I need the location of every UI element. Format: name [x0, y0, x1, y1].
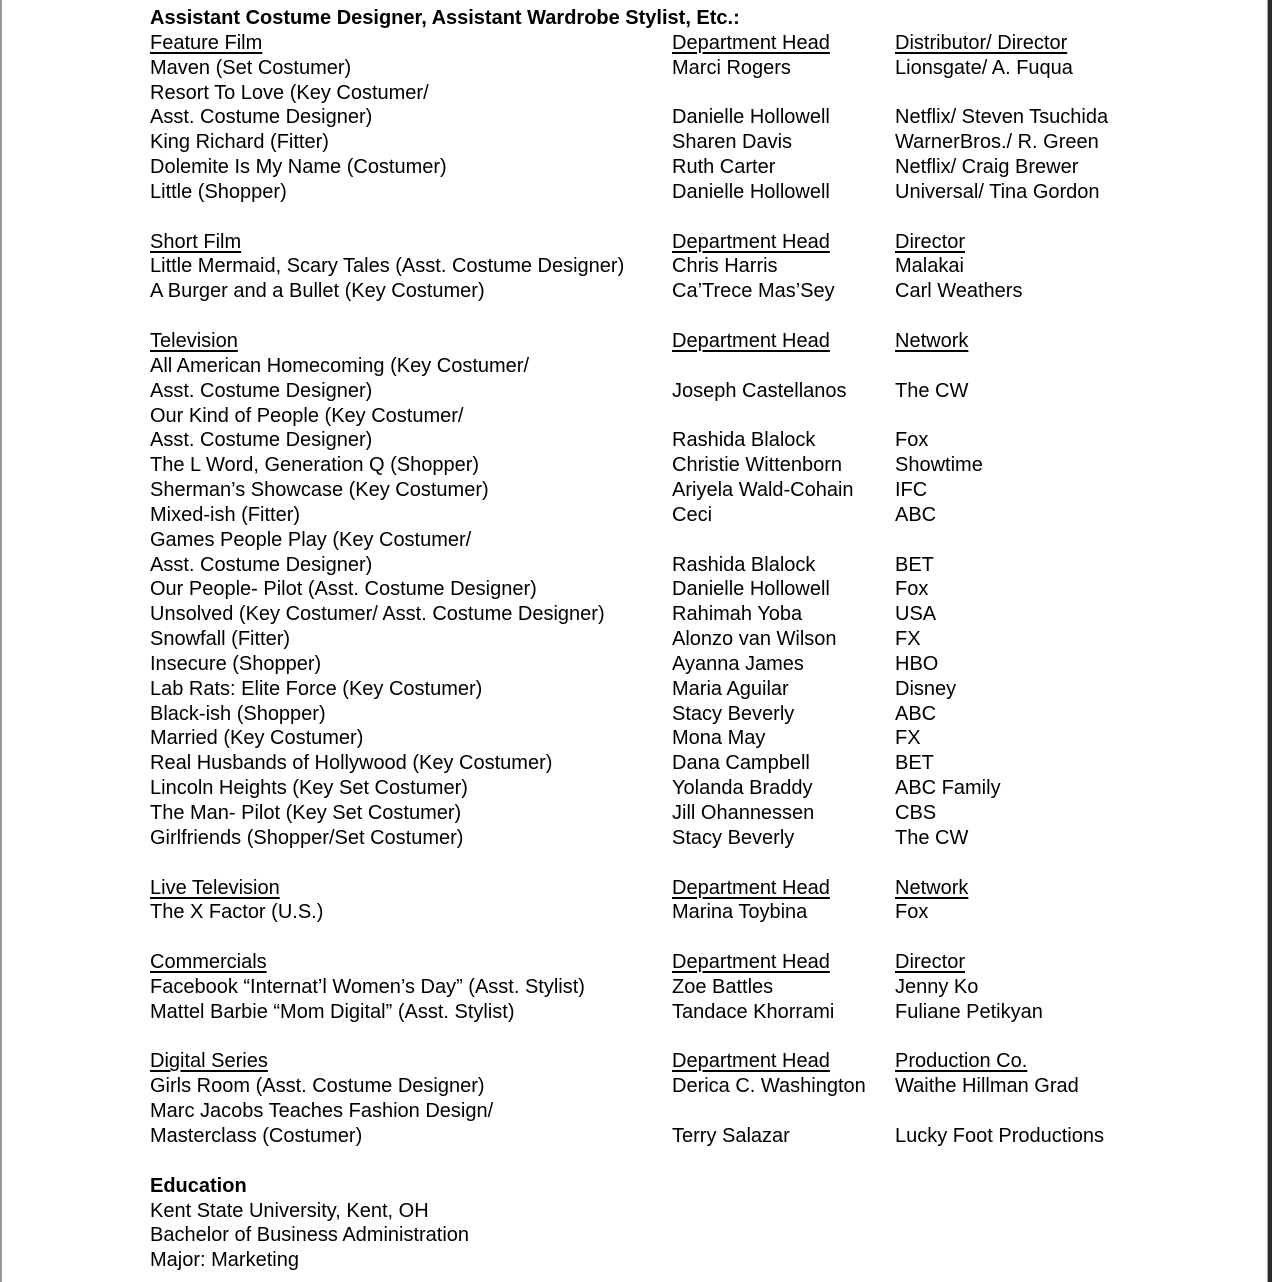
credit-row: [150, 528, 1250, 553]
department-head: Ca’Trece Mas’Sey: [672, 280, 835, 303]
department-head: Stacy Beverly: [672, 702, 795, 725]
department-head: Tandace Khorrami: [672, 1000, 835, 1023]
distributor: USA: [895, 603, 937, 626]
credit-title: Asst. Costume Designer): [150, 106, 373, 129]
credit-row: [150, 56, 1250, 81]
blank-line: [150, 304, 1250, 329]
column-header-distributor: Director: [895, 951, 966, 974]
credit-row: [150, 1074, 1250, 1099]
department-head: Dana Campbell: [672, 752, 810, 775]
credit-title: Facebook “Internat’l Women’s Day” (Asst. Stylist): [150, 975, 585, 998]
department-head: Jill Ohannessen: [672, 802, 815, 824]
credit-row: [150, 180, 1250, 205]
department-head: Sharen Davis: [672, 131, 793, 154]
credit-title: Our Kind of People (Key Costumer/: [150, 404, 464, 427]
credit-title: Resort To Love (Key Costumer/: [150, 81, 429, 104]
credit-title: Real Husbands of Hollywood (Key Costumer): [150, 752, 553, 775]
department-head: Ariyela Wald-Cohain: [672, 479, 854, 502]
education-heading: Education: [150, 1174, 247, 1197]
column-header-credit-title: Digital Series: [150, 1050, 268, 1073]
credit-title: King Richard (Fitter): [150, 131, 329, 154]
credit-row: [150, 503, 1250, 528]
credit-row: [150, 1099, 1250, 1124]
column-header-credit-title: Live Television: [150, 876, 280, 899]
credit-title: Marc Jacobs Teaches Fashion Design/: [150, 1100, 494, 1123]
blank-line: [150, 205, 1250, 230]
credit-title: Lab Rats: Elite Force (Key Costumer): [150, 677, 483, 700]
distributor: Lucky Foot Productions: [895, 1124, 1104, 1147]
resume-document: [150, 6, 1250, 1273]
department-head: Chris Harris: [672, 255, 778, 278]
department-head: Marina Toybina: [672, 901, 808, 924]
credit-title: The X Factor (U.S.): [150, 901, 324, 924]
column-header-department-head: Department Head: [672, 876, 830, 899]
credit-title: A Burger and a Bullet (Key Costumer): [150, 280, 485, 303]
department-head: Joseph Castellanos: [672, 379, 847, 402]
department-head: Danielle Hollowell: [672, 578, 830, 601]
credit-title: Married (Key Costumer): [150, 727, 364, 750]
column-header-department-head: Department Head: [672, 1050, 830, 1073]
credit-title: Black-ish (Shopper): [150, 702, 326, 725]
column-header-distributor: Distributor/ Director: [895, 31, 1068, 54]
distributor: Netflix/ Craig Brewer: [895, 156, 1079, 179]
distributor: ABC: [895, 702, 937, 725]
section-header-row: [150, 329, 1250, 354]
distributor: Waithe Hillman Grad: [895, 1075, 1079, 1098]
page-left-edge: [0, 0, 2, 1282]
distributor: Carl Weathers: [895, 280, 1023, 303]
distributor: Disney: [895, 677, 957, 700]
credit-title: Insecure (Shopper): [150, 652, 322, 675]
credit-title: Asst. Costume Designer): [150, 429, 373, 452]
section-header-row: [150, 950, 1250, 975]
blank-line: [150, 1149, 1250, 1174]
credit-title: Asst. Costume Designer): [150, 379, 373, 402]
credit-row: [150, 428, 1250, 453]
blank-line: [150, 1025, 1250, 1050]
distributor: Fox: [895, 578, 929, 601]
credit-title: Mattel Barbie “Mom Digital” (Asst. Stylist): [150, 1000, 515, 1023]
credit-row: [150, 751, 1250, 776]
section-header-row: [150, 876, 1250, 901]
credit-title: Games People Play (Key Costumer/: [150, 528, 472, 551]
credit-title: The Man- Pilot (Key Set Costumer): [150, 802, 462, 824]
credit-row: [150, 379, 1250, 404]
department-head: Danielle Hollowell: [672, 106, 830, 129]
credit-title: Girlfriends (Shopper/Set Costumer): [150, 826, 464, 849]
department-head: Rashida Blalock: [672, 553, 816, 576]
distributor: Fox: [895, 901, 929, 924]
credit-row: [150, 1124, 1250, 1149]
department-head: Derica C. Washington: [672, 1075, 866, 1098]
distributor: CBS: [895, 802, 937, 824]
credit-row: [150, 553, 1250, 578]
department-head: Marci Rogers: [672, 56, 791, 79]
credit-title: All American Homecoming (Key Costumer/: [150, 354, 530, 377]
credit-title: Asst. Costume Designer): [150, 553, 373, 576]
column-header-department-head: Department Head: [672, 31, 830, 54]
credit-row: [150, 900, 1250, 925]
column-header-department-head: Department Head: [672, 230, 830, 253]
department-head: Zoe Battles: [672, 975, 774, 998]
credit-title: The L Word, Generation Q (Shopper): [150, 454, 480, 477]
credit-row: [150, 826, 1250, 851]
credit-title: Girls Room (Asst. Costume Designer): [150, 1075, 485, 1098]
credit-row: [150, 453, 1250, 478]
section-header-row: [150, 31, 1250, 56]
credit-title: Maven (Set Costumer): [150, 56, 352, 79]
credit-title: Lincoln Heights (Key Set Costumer): [150, 777, 468, 800]
department-head: Rahimah Yoba: [672, 603, 803, 626]
section-title: Assistant Costume Designer, Assistant Wardrobe Stylist, Etc.:: [150, 7, 740, 29]
department-head: Christie Wittenborn: [672, 454, 843, 477]
distributor: Universal/ Tina Gordon: [895, 180, 1100, 203]
column-header-department-head: Department Head: [672, 951, 830, 974]
distributor: Fox: [895, 429, 929, 452]
distributor: ABC: [895, 503, 937, 526]
department-head: Danielle Hollowell: [672, 180, 830, 203]
education-line: Kent State University, Kent, OH: [150, 1199, 429, 1222]
credit-row: [150, 776, 1250, 801]
credit-title: Our People- Pilot (Asst. Costume Designer): [150, 578, 537, 601]
distributor: ABC Family: [895, 777, 1001, 800]
credit-title: Masterclass (Costumer): [150, 1124, 363, 1147]
column-header-credit-title: Television: [150, 329, 238, 352]
credit-row: [150, 577, 1250, 602]
distributor: Showtime: [895, 454, 983, 477]
department-head: Ceci: [672, 503, 713, 526]
education-line: Bachelor of Business Administration: [150, 1224, 470, 1247]
credit-row: [150, 627, 1250, 652]
credit-row: [150, 105, 1250, 130]
distributor: The CW: [895, 379, 969, 402]
credit-row: [150, 130, 1250, 155]
department-head: Ruth Carter: [672, 156, 776, 179]
credit-row: [150, 404, 1250, 429]
credit-row: [150, 702, 1250, 727]
credit-row: [150, 81, 1250, 106]
column-header-department-head: Department Head: [672, 329, 830, 352]
section-header-row: [150, 1049, 1250, 1074]
credit-title: Unsolved (Key Costumer/ Asst. Costume Designer): [150, 603, 605, 626]
credit-row: [150, 975, 1250, 1000]
distributor: Malakai: [895, 255, 964, 278]
column-header-credit-title: Short Film: [150, 230, 242, 253]
column-header-distributor: Network: [895, 329, 969, 352]
column-header-credit-title: Commercials: [150, 951, 267, 974]
credit-title: Little Mermaid, Scary Tales (Asst. Costume Designer): [150, 255, 625, 278]
credit-row: [150, 279, 1250, 304]
credit-row: [150, 652, 1250, 677]
department-head: Stacy Beverly: [672, 826, 795, 849]
column-header-distributor: Director: [895, 230, 966, 253]
column-header-credit-title: Feature Film: [150, 31, 263, 54]
credit-row: [150, 1000, 1250, 1025]
column-header-distributor: Production Co.: [895, 1050, 1028, 1073]
credit-row: [150, 478, 1250, 503]
window-scrollbar-edge: [1267, 0, 1272, 1282]
department-head: Rashida Blalock: [672, 429, 816, 452]
credit-row: [150, 801, 1250, 826]
distributor: Fuliane Petikyan: [895, 1000, 1043, 1023]
education-line: Major: Marketing: [150, 1249, 299, 1272]
credit-row: [150, 354, 1250, 379]
distributor: IFC: [895, 479, 928, 502]
credit-title: Little (Shopper): [150, 180, 287, 203]
blank-line: [150, 925, 1250, 950]
distributor: BET: [895, 752, 934, 775]
credit-title: Mixed-ish (Fitter): [150, 503, 301, 526]
distributor: HBO: [895, 652, 939, 675]
credit-title: Dolemite Is My Name (Costumer): [150, 156, 447, 179]
distributor: BET: [895, 553, 934, 576]
department-head: Terry Salazar: [672, 1124, 790, 1147]
blank-line: [150, 851, 1250, 876]
distributor: Jenny Ko: [895, 975, 979, 998]
department-head: Mona May: [672, 727, 766, 750]
department-head: Ayanna James: [672, 652, 804, 675]
column-header-distributor: Network: [895, 876, 969, 899]
credit-row: [150, 254, 1250, 279]
credit-title: Sherman’s Showcase (Key Costumer): [150, 479, 489, 502]
distributor: FX: [895, 628, 921, 651]
credit-row: [150, 677, 1250, 702]
distributor: Netflix/ Steven Tsuchida: [895, 106, 1109, 129]
distributor: FX: [895, 727, 921, 750]
distributor: WarnerBros./ R. Green: [895, 131, 1099, 154]
distributor: Lionsgate/ A. Fuqua: [895, 56, 1073, 79]
department-head: Yolanda Braddy: [672, 777, 813, 800]
credit-row: [150, 726, 1250, 751]
credit-row: [150, 155, 1250, 180]
department-head: Alonzo van Wilson: [672, 628, 837, 651]
credit-title: Snowfall (Fitter): [150, 628, 291, 651]
distributor: The CW: [895, 826, 969, 849]
credit-row: [150, 602, 1250, 627]
department-head: Maria Aguilar: [672, 677, 789, 700]
section-header-row: [150, 230, 1250, 255]
